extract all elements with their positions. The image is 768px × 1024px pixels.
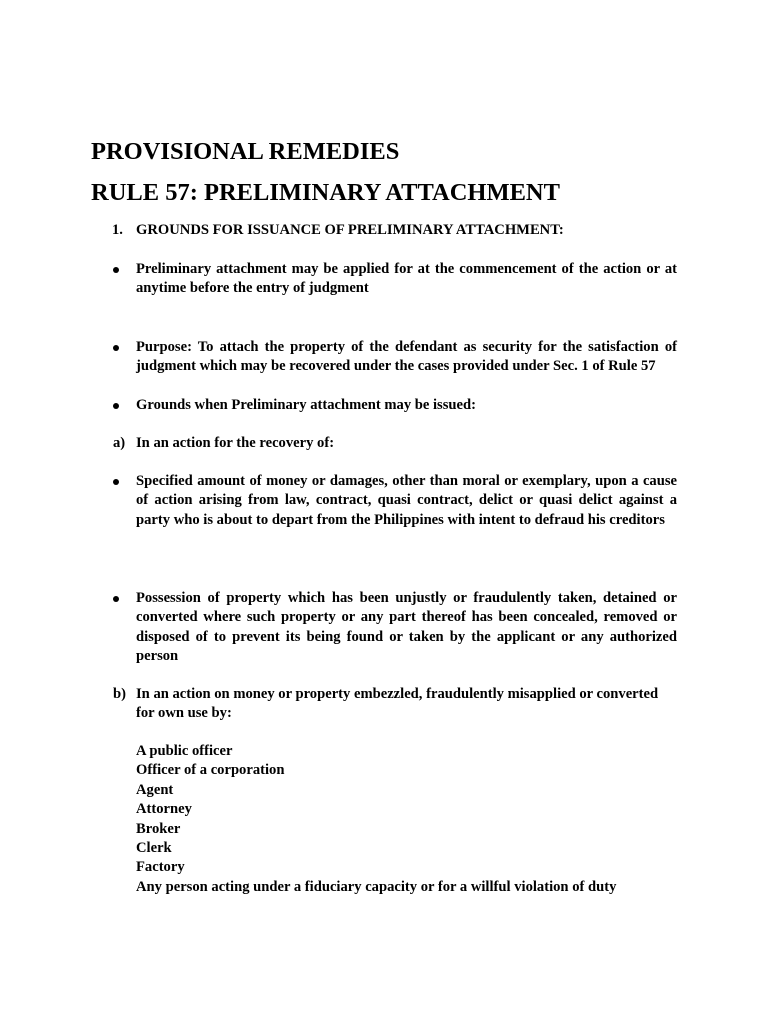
- bullet-text: Grounds when Preliminary attachment may be issued:: [136, 397, 476, 413]
- bullet-item: [110, 338, 677, 377]
- officer-list: [136, 742, 616, 897]
- list-item: Agent: [136, 781, 174, 798]
- bullet-text: Possession of property which has been unjustly or fraudulently taken, detained or converted where such property or any part thereof has been concealed, removed or disposed of to prevent its being found or taken by the applicant or any authorized person: [136, 590, 677, 665]
- bullet-text: Purpose: To attach the property of the defendant as security for the satisfaction of judgment which may be recovered under the cases provided under Sec. 1 of Rule 57: [136, 339, 677, 375]
- list-item: A public officer: [136, 743, 233, 759]
- list-letter: b): [113, 686, 126, 702]
- bullet-icon: [113, 267, 119, 273]
- sub-item-b-text: In an action on money or property embezzled, fraudulently misapplied or converted for own use by:: [136, 686, 659, 722]
- section-1-heading: [110, 221, 677, 240]
- bullet-text: Preliminary attachment may be applied for at the commencement of the action or at anytime before the entry of judgment: [136, 261, 677, 297]
- bullet-icon: [113, 479, 119, 485]
- bullet-item: [110, 589, 677, 667]
- bullet-icon: [113, 596, 119, 602]
- list-item: Broker: [136, 820, 181, 837]
- section-1-text: GROUNDS FOR ISSUANCE OF PRELIMINARY ATTACHMENT:: [136, 222, 564, 238]
- list-item: Clerk: [136, 840, 172, 857]
- bullet-icon: [113, 403, 119, 409]
- list-item: Officer of a corporation: [136, 762, 285, 779]
- bullet-icon: [113, 345, 119, 351]
- bullet-item: [110, 260, 677, 299]
- list-item: Factory: [136, 859, 185, 876]
- document-title: PROVISIONAL REMEDIES: [91, 138, 400, 165]
- bullet-text: Specified amount of money or damages, other than moral or exemplary, upon a cause of action arising from law, contract, quasi contract, delict or quasi delict against a party who is about to depart from the Philippines with intent to defraud his creditors: [136, 473, 677, 528]
- sub-item-a-text: In an action for the recovery of:: [136, 435, 335, 451]
- list-item: Any person acting under a fiduciary capacity or for a willful violation of duty: [136, 878, 617, 895]
- sub-item-b: [110, 685, 677, 724]
- bullet-item: [110, 396, 677, 415]
- rule-heading: RULE 57: PRELIMINARY ATTACHMENT: [91, 179, 560, 206]
- list-letter: a): [113, 435, 126, 451]
- bullet-item: [110, 472, 677, 530]
- list-number: 1.: [112, 222, 123, 238]
- sub-item-a: [110, 434, 677, 453]
- list-item: Attorney: [136, 801, 192, 818]
